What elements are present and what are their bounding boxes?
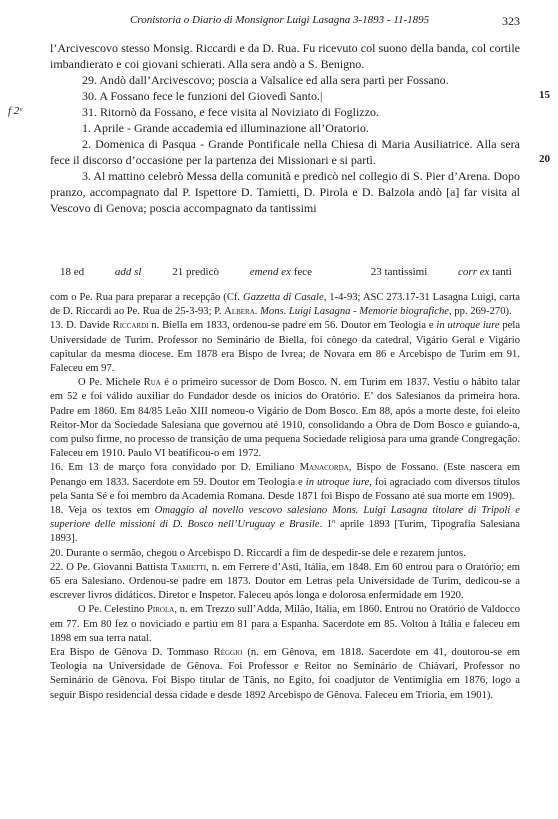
apparatus-entry: 23 tantissimi corr ex tanti [370,266,512,278]
footnote: 22. O Pe. Giovanni Battista Tamietti, n. em Ferrere d’Asti, Itália, em 1848. Em 60 entrou para o Oratório; em 65 era Salesiano. Ordenou-se padre em 1873. Doutor em Letras pela Universidade de Turim, dedicou-se a escrever livros didáticos. Diretor e Inspetor. Faleceu após longa e dolorosa enfermidade em 1920. [50,561,521,602]
footnote: Era Bispo de Gênova D. Tommaso Réggio (n. em Gênova, em 1818. Sacerdote em 41, doutorou-se em Teologia na Universidade de Gênova. Foi Professor e Reitor no Seminário de Chiávari, Professor no Seminário de Gênova. Foi Bispo titular de Tânis, no Egito, foi coadjutor de Ventimíglia em 1876, logo a seguir Bispo residencial dessa cidade e desde 1892 Arcebispo de Gênova. Faleceu em Trioria, em 1901). [50,647,520,701]
main-paragraph: l’Arcivescovo stesso Monsig. Riccardi e da D. Rua. Fu ricevuto col suono della banda, col cortile imbandierato e coi giovani schierati. Alla sera andò a S. Benigno. [50,41,520,71]
running-title: Cronistoria o Diario di Monsignor Luigi Lasagna 3-1893 - 11-1895 [130,14,430,26]
footnote: O Pe. Michele Rua é o primeiro sucessor de Dom Bosco. N. em Turim em 1837. Vestiu o hábito talar em 52 e foi válido auxiliar do Fundador desde os inícios do Oratório. E’ dos Salesianos da primeira hora. Padre em 1860. Em 84/85 Leão XIII nomeou-o Vigário de Dom Bosco. Em 88, após a morte deste, foi eleito Reitor-Mor da Sociedade Salesiana que governou até 1910, consolidando a Obra de Dom Bosco e guiando-a, com pulso firme, no processo de transição de uma pequena Sociedade religiosa para uma grande Congregação. Faleceu em 1910. Paulo VI beatificou-o em 1972. [50,377,520,460]
page-number: 323 [502,14,520,28]
footnote: com o Pe. Rua para preparar a recepção (Cf. Gazzetta di Casale, 1-4-93; ASC 273.17-31 Lasagna Luigi, carta de D. Riccardi ao Pe. Rua de 25-3-93; P. Albera. Mons. Luigi Lasagna - Memorie biografiche, pp. 269-270). [50,292,521,318]
main-paragraph: 31. Ritornò da Fossano, e fece visita al Noviziato di Foglizzo. [82,105,379,119]
footnote: 18. Veja os textos em Omaggio al novello vescovo salesiano Mons. Luigi Lasagna titolare di Tripoli e superiore delle missioni di D. Bosco nell’Uruguay e Brasile. 1º aprile 1893 [Turim, Tipografia Salesiana 1893]. [50,505,520,545]
line-number-20: 20 [539,153,550,165]
folio-marker: f 2ᵛ [8,105,23,117]
critical-apparatus [60,266,558,278]
main-paragraph: 1. Aprile - Grande accademia ed illuminazione all’Oratorio. [82,121,369,135]
apparatus-entry: 18 ed add sl [60,266,142,278]
footnote: 20. Durante o sermão, chegou o Arcebispo D. Riccardi a fim de despedir-se dele e rezarem juntos. [50,547,466,559]
footnote: 13. D. Davide Riccardi n. Biella em 1833, ordenou-se padre em 56. Doutor em Teologia e in utroque iure pela Universidade de Turim. Professor no Seminário de Biella, foi cônego da catedral, Vigário Geral e Vigário capitular da mesma diocese. Em 1878 era Bispo de Ivrea; de Novara em 86 e Arcebispo de Turim em 91. Faleceu em 97. [50,320,521,375]
apparatus-entry: 21 predicò emend ex fece [172,266,313,278]
main-paragraph: 29. Andò dall’Arcivescovo; poscia a Valsalice ed alla sera partì per Fossano. [82,73,449,87]
running-header [0,14,558,30]
footnote: 16. Em 13 de março fora convidado por D. Emiliano Manacorda, Bispo de Fossano. (Este nascera em Penango em 1833. Sacerdote em 59. Doutor em Teologia e in utroque iure, foi agraciado com diversos títulos pela Santa Sé e foi membro da Academia Romana. Desde 1871 foi Bispo de Fossano até sua morte em 1909). [50,462,520,502]
main-paragraph: 3. Al mattino celebrò Messa della comunità e predicò nel collegio di S. Pier d’Arena. Dopo pranzo, accompagnato dal P. Ispettore D. Tamietti, D. Pirola e D. Balzola andò [a] far visita al Vescovo di Genova; poscia accompagnato da tantissimi [50,169,520,215]
main-paragraph: 30. A Fossano fece le funzioni del Giovedì Santo.| [82,89,323,103]
line-number-15: 15 [539,89,550,101]
main-text [50,40,520,216]
main-paragraph: 2. Domenica di Pasqua - Grande Pontificale nella Chiesa di Maria Ausiliatrice. Alla sera fece il discorso d’occasione per la partenza dei Missionari e si partì. [50,137,520,167]
footnotes [50,291,520,703]
footnote: O Pe. Celestino Pirola, n. em Trezzo sull’Adda, Milão, Itália, em 1860. Entrou no Oratório de Valdocco em 77. Em 80 fez o noviciado e partiu em 81 para a Espanha. Sacerdote em 85. Voltou à Itália e faleceu em 1898 em sua terra natal. [50,604,520,644]
